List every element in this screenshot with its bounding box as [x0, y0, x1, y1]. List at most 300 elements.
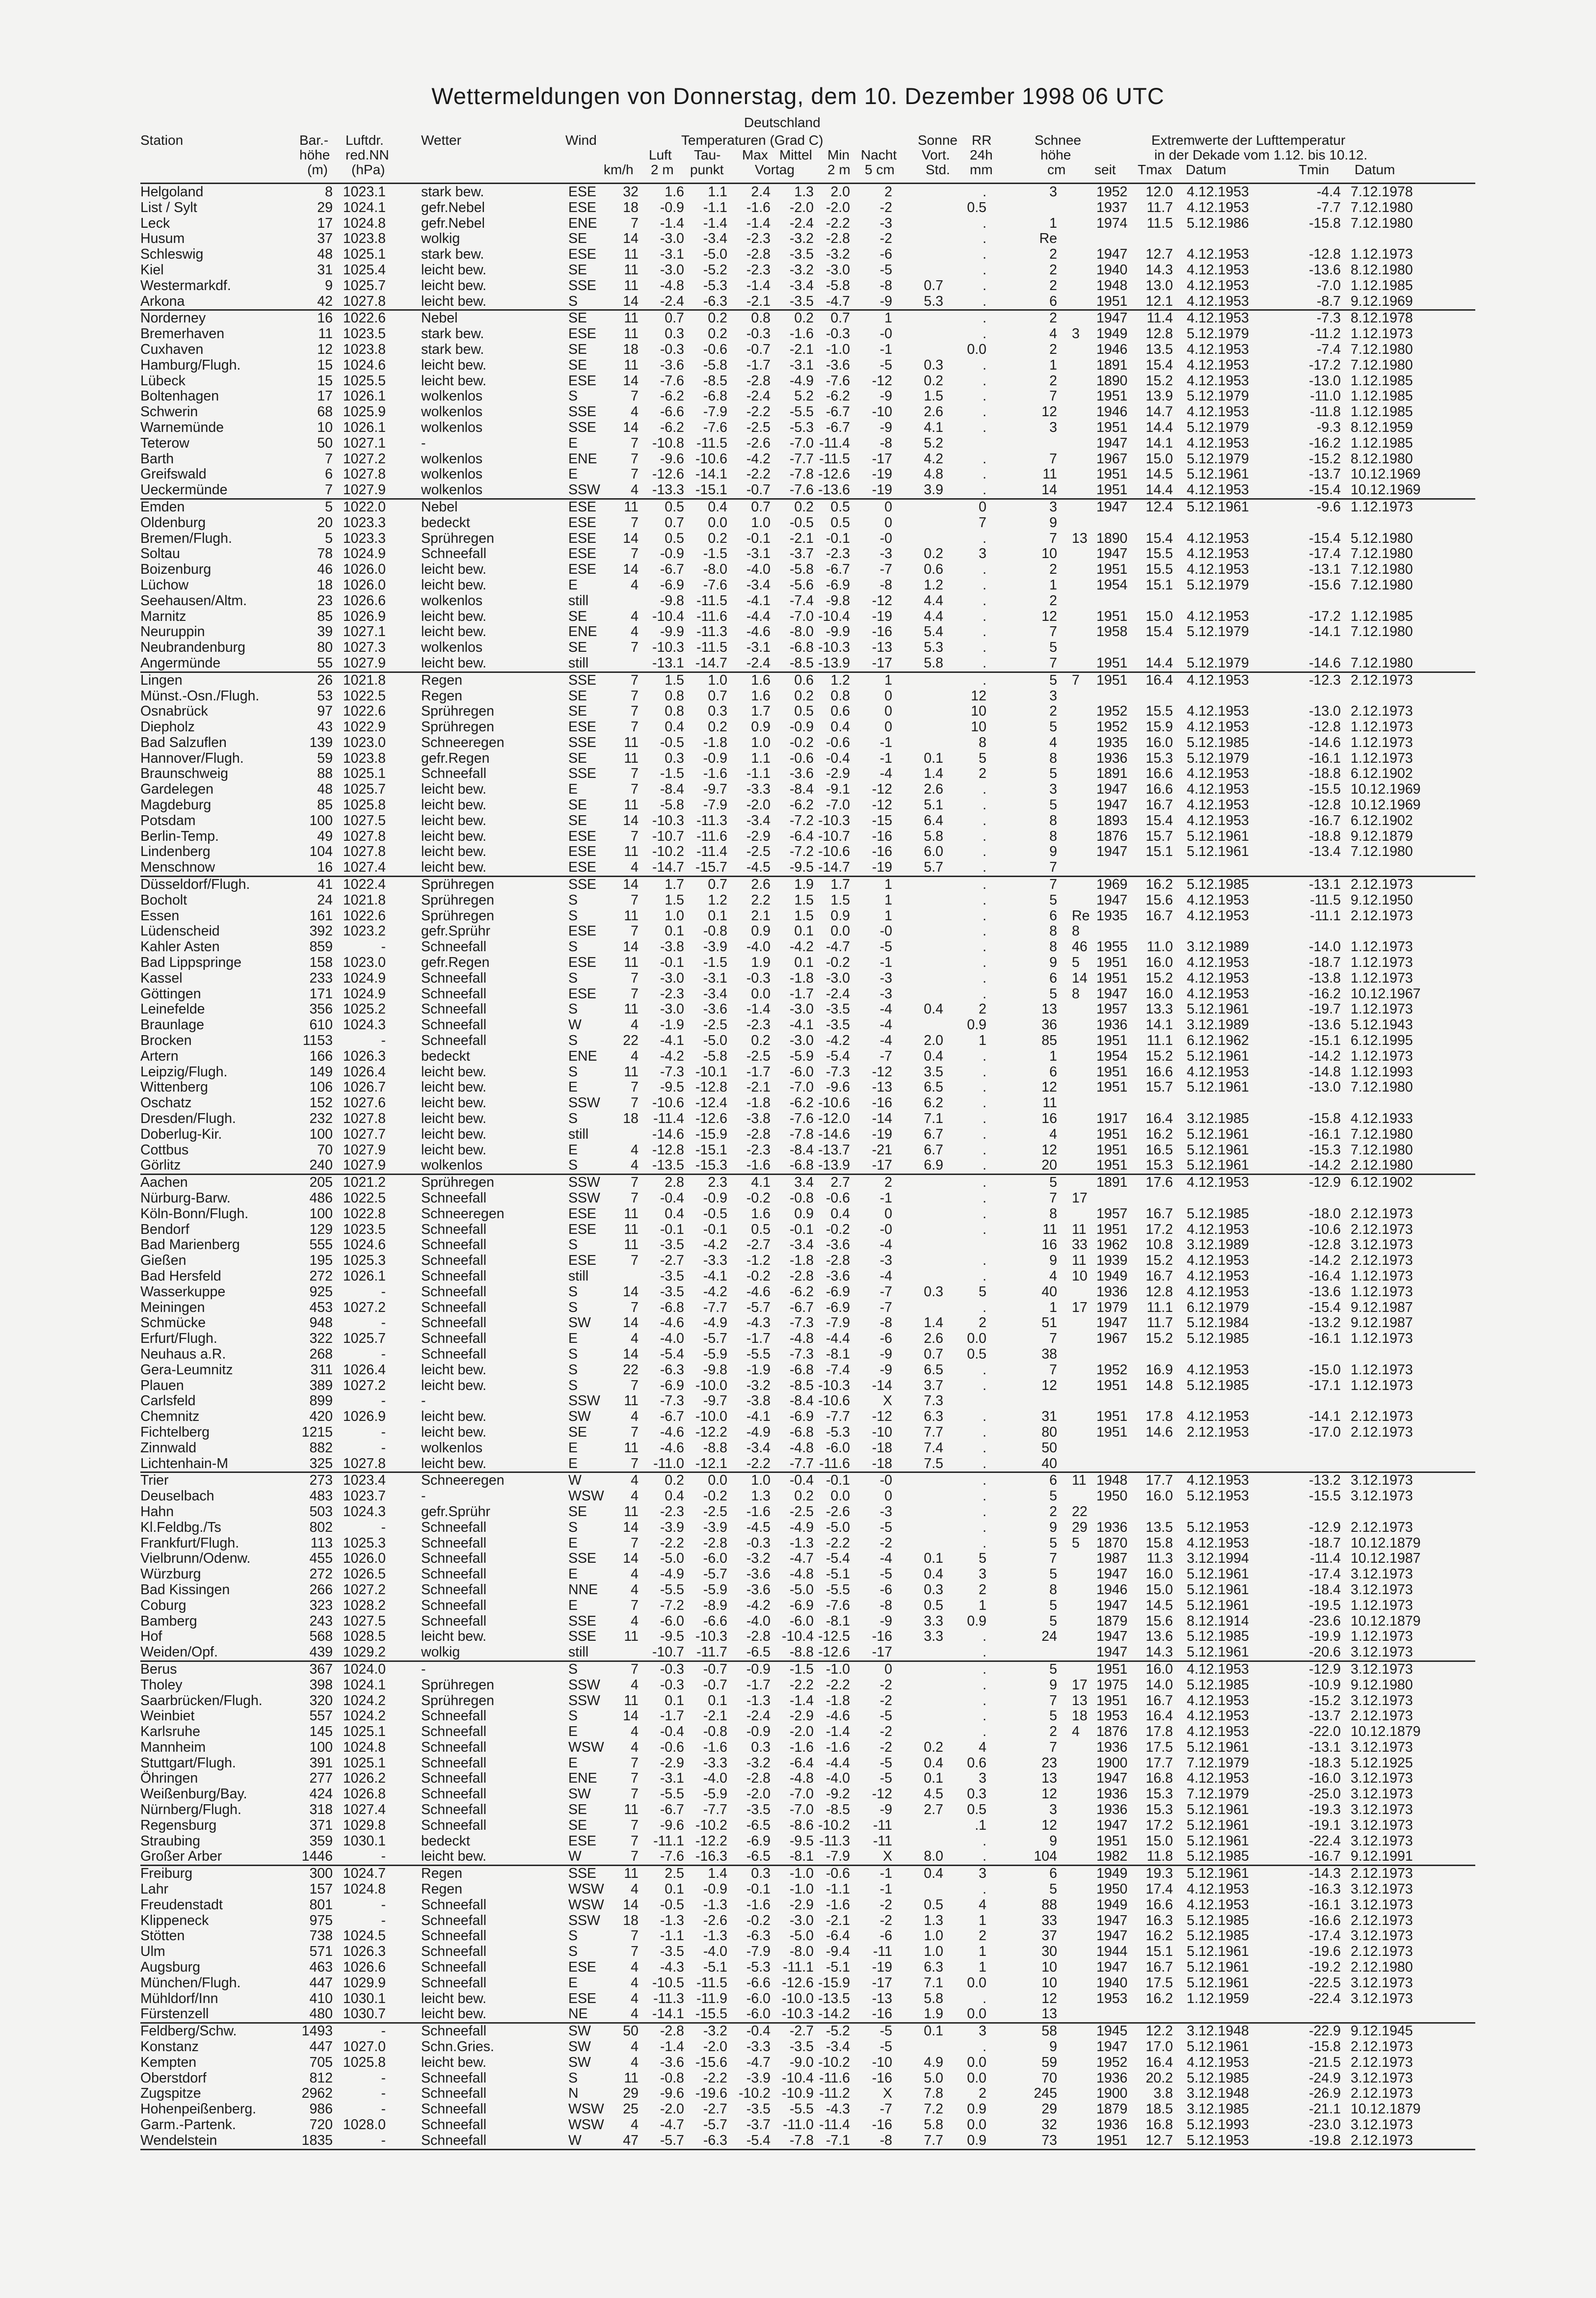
cell-weather: stark bew.	[421, 246, 484, 263]
cell-air-temp: 1.5	[665, 672, 684, 688]
cell-precipitation: .	[983, 1079, 986, 1096]
table-row	[140, 704, 1475, 720]
cell-max-temp: -4.0	[746, 561, 771, 578]
cell-tmin-date: 6.12.1995	[1351, 1033, 1413, 1049]
cell-pressure: 1025.1	[343, 766, 386, 782]
cell-pressure: 1024.5	[343, 1928, 386, 1944]
cell-pressure: 1026.4	[343, 1362, 386, 1378]
cell-barometer-height: 948	[309, 1315, 333, 1331]
cell-dew-point: -0.8	[703, 1724, 727, 1740]
table-row	[140, 1065, 1475, 1080]
cell-precipitation: .	[983, 1472, 986, 1489]
cell-barometer-height: 1215	[301, 1424, 333, 1440]
cell-precipitation: 0	[979, 499, 986, 515]
cell-tmin: -11.2	[1310, 326, 1341, 342]
cell-wind-direction: SE	[568, 703, 587, 720]
cell-night-temp: 0	[884, 1661, 892, 1677]
cell-tmin-date: 1.12.1973	[1351, 1362, 1413, 1378]
cell-snow-depth: 73	[1041, 2132, 1057, 2148]
cell-wind-direction: ENE	[568, 215, 597, 231]
cell-min-temp: -10.3	[818, 640, 850, 656]
cell-wind-direction: SSE	[568, 734, 597, 750]
cell-snow-depth: 36	[1041, 1017, 1057, 1033]
cell-mean-temp: 5.2	[794, 388, 814, 404]
cell-air-temp: -2.7	[660, 1253, 684, 1269]
cell-dew-point: -6.3	[703, 293, 727, 309]
cell-weather: Schneefall	[421, 1268, 487, 1284]
cell-min-temp: -9.1	[825, 781, 850, 798]
cell-tmin: -15.2	[1309, 451, 1341, 467]
header-datum-min: Datum	[1355, 162, 1395, 177]
cell-max-temp: -2.4	[746, 388, 771, 404]
cell-snow-depth: 16	[1041, 1111, 1057, 1127]
cell-pressure: -	[381, 1897, 386, 1913]
cell-tmax-date: 5.12.1961	[1187, 1001, 1249, 1017]
cell-precipitation: .	[983, 1221, 986, 1237]
table-row	[140, 1425, 1475, 1441]
cell-wind-direction: S	[568, 892, 578, 908]
cell-max-temp: -6.5	[746, 1817, 771, 1833]
cell-night-temp: -6	[879, 246, 892, 263]
cell-station: Würzburg	[140, 1566, 201, 1582]
cell-dew-point: -10.0	[695, 1377, 727, 1393]
cell-station: Nürnberg/Flugh.	[140, 1802, 241, 1818]
cell-since-year: 1917	[1096, 1111, 1128, 1127]
cell-air-temp: -2.8	[660, 2023, 684, 2039]
header-tmin: Tmin	[1299, 162, 1330, 177]
header-rr-1: RR	[972, 133, 992, 148]
cell-precipitation: .	[983, 2039, 986, 2055]
cell-night-temp: -9	[879, 1802, 892, 1818]
cell-wind-direction: S	[568, 1033, 578, 1049]
table-row	[140, 1520, 1475, 1536]
cell-wind-speed: 11	[624, 1692, 638, 1709]
cell-tmin-date: 1.12.1985	[1351, 277, 1413, 294]
cell-precipitation: .	[983, 482, 986, 498]
cell-mean-temp: 1.9	[794, 877, 814, 893]
cell-tmax: 15.2	[1145, 1048, 1173, 1064]
cell-tmin: -12.8	[1309, 719, 1341, 735]
cell-tmax: 16.2	[1145, 1928, 1173, 1944]
cell-tmin-date: 3.12.1973	[1351, 1739, 1413, 1755]
cell-tmax-date: 6.12.1962	[1187, 1033, 1249, 1049]
cell-dew-point: 0.0	[708, 1472, 727, 1489]
cell-tmax: 15.7	[1145, 1079, 1173, 1096]
cell-precipitation: .	[983, 1724, 986, 1740]
cell-min-temp: -2.3	[825, 546, 850, 562]
cell-sunshine: 1.2	[924, 577, 943, 593]
cell-station: Öhringen	[140, 1770, 198, 1787]
cell-wind-speed: 4	[631, 1613, 638, 1629]
cell-tmin-date: 9.12.1987	[1351, 1315, 1413, 1331]
cell-snow-extra: 11	[1072, 1221, 1087, 1237]
cell-weather: Sprühregen	[421, 703, 494, 720]
cell-tmin: -22.5	[1309, 1975, 1341, 1991]
cell-weather: Schneefall	[421, 1033, 487, 1049]
cell-min-temp: -11.4	[819, 2117, 850, 2133]
cell-weather: leicht bew.	[421, 1990, 487, 2006]
cell-pressure: 1023.4	[343, 1472, 386, 1489]
cell-min-temp: -0.6	[825, 1866, 850, 1882]
cell-precipitation: .	[983, 1990, 986, 2006]
cell-tmax: 16.4	[1145, 1111, 1173, 1127]
cell-air-temp: -14.6	[652, 1126, 684, 1142]
cell-night-temp: -2	[879, 1724, 892, 1740]
cell-pressure: 1025.7	[343, 781, 386, 798]
cell-since-year: 1951	[1096, 293, 1128, 309]
cell-pressure: 1027.9	[343, 1157, 386, 1174]
cell-tmin-date: 7.12.1980	[1351, 1142, 1413, 1158]
cell-max-temp: -3.2	[746, 1550, 771, 1567]
cell-tmin-date: 1.12.1973	[1351, 1597, 1413, 1613]
cell-tmin-date: 3.12.1973	[1351, 1581, 1413, 1598]
table-row	[140, 1191, 1475, 1206]
cell-max-temp: -1.7	[746, 357, 771, 373]
cell-precipitation: 2	[979, 1315, 986, 1331]
cell-tmin-date: 5.12.1980	[1351, 530, 1413, 546]
cell-wind-speed: 11	[624, 1064, 638, 1080]
cell-night-temp: -17	[872, 1644, 892, 1660]
cell-weather: bedeckt	[421, 514, 470, 531]
cell-min-temp: -15.9	[818, 1975, 850, 1991]
station-group	[140, 1473, 1475, 1662]
cell-precipitation: .	[983, 1205, 986, 1222]
cell-dew-point: -5.2	[703, 262, 727, 278]
cell-tmax: 3.8	[1153, 2085, 1173, 2102]
cell-station: Lüchow	[140, 577, 189, 593]
cell-tmin: -26.9	[1309, 2085, 1341, 2102]
cell-sunshine: 6.4	[924, 812, 943, 828]
cell-dew-point: -15.1	[695, 1142, 727, 1158]
cell-night-temp: X	[882, 2085, 892, 2102]
cell-snow-depth: 9	[1049, 1833, 1057, 1849]
cell-max-temp: -3.6	[746, 1566, 771, 1582]
cell-wind-speed: 11	[624, 277, 638, 294]
cell-dew-point: -2.0	[703, 2039, 727, 2055]
cell-station: Freudenstadt	[140, 1897, 223, 1913]
cell-wind-speed: 7	[631, 1535, 638, 1551]
cell-wind-speed: 7	[631, 1817, 638, 1833]
cell-tmin-date: 3.12.1973	[1351, 1644, 1413, 1660]
cell-tmax: 15.4	[1145, 357, 1173, 373]
cell-wind-direction: S	[568, 1283, 578, 1300]
cell-station: Trier	[140, 1472, 169, 1489]
cell-wind-speed: 7	[631, 1299, 638, 1315]
cell-tmin: -14.1	[1309, 1409, 1341, 1425]
cell-tmin-date: 10.12.1969	[1351, 781, 1421, 798]
cell-since-year: 1951	[1096, 482, 1128, 498]
cell-dew-point: -11.6	[696, 828, 727, 844]
cell-dew-point: 0.1	[708, 908, 727, 924]
cell-pressure: 1023.8	[343, 750, 386, 766]
cell-barometer-height: 439	[309, 1644, 333, 1660]
cell-tmin-date: 2.12.1973	[1351, 908, 1413, 924]
cell-pressure: 1025.4	[343, 262, 386, 278]
cell-max-temp: -4.6	[746, 624, 771, 640]
cell-wind-speed: 7	[631, 986, 638, 1002]
cell-tmax: 16.2	[1145, 1126, 1173, 1142]
cell-tmin-date: 1.12.1973	[1351, 1268, 1413, 1284]
cell-night-temp: -19	[872, 1126, 892, 1142]
cell-dew-point: -3.2	[703, 2023, 727, 2039]
cell-tmin: -18.0	[1309, 1205, 1341, 1222]
cell-snow-depth: 37	[1041, 1928, 1057, 1944]
cell-tmin: -21.1	[1309, 2101, 1341, 2117]
cell-tmin: -13.7	[1309, 1708, 1341, 1724]
cell-wind-speed: 4	[631, 577, 638, 593]
cell-max-temp: -2.4	[746, 1708, 771, 1724]
cell-wind-direction: SW	[568, 2023, 591, 2039]
cell-tmax-date: 5.12.1961	[1187, 828, 1249, 844]
cell-night-temp: -13	[872, 1079, 892, 1096]
cell-tmax: 14.5	[1145, 1597, 1173, 1613]
cell-precipitation: 3	[979, 1770, 986, 1787]
cell-wind-speed: 14	[623, 1283, 638, 1300]
cell-sunshine: 0.5	[924, 1897, 943, 1913]
cell-tmax-date: 4.12.1953	[1187, 435, 1249, 451]
cell-snow-depth: 245	[1034, 2085, 1057, 2102]
cell-air-temp: -9.6	[660, 2085, 684, 2102]
cell-max-temp: -3.4	[746, 577, 771, 593]
cell-tmin: -12.9	[1309, 1661, 1341, 1677]
cell-mean-temp: -3.1	[789, 357, 814, 373]
cell-station: Doberlug-Kir.	[140, 1126, 222, 1142]
cell-tmax: 17.0	[1145, 2039, 1173, 2055]
cell-mean-temp: 1.5	[794, 892, 814, 908]
cell-station: Großer Arber	[140, 1848, 222, 1865]
cell-wind-direction: ESE	[568, 828, 597, 844]
station-group	[140, 500, 1475, 673]
cell-wind-direction: ESE	[568, 246, 597, 263]
table-row	[140, 1473, 1475, 1489]
cell-since-year: 1950	[1096, 1488, 1128, 1504]
weather-table	[140, 185, 1475, 2150]
cell-tmax: 15.1	[1145, 844, 1173, 860]
cell-tmin-date: 9.12.1950	[1351, 892, 1413, 908]
cell-tmax: 12.1	[1145, 293, 1173, 309]
cell-dew-point: -3.3	[703, 1755, 727, 1771]
cell-tmax: 15.2	[1145, 970, 1173, 986]
cell-barometer-height: 391	[309, 1755, 333, 1771]
cell-tmax-date: 4.12.1953	[1187, 373, 1249, 389]
cell-pressure: 1027.7	[343, 1126, 386, 1142]
cell-tmax: 16.7	[1145, 1692, 1173, 1709]
cell-dew-point: -12.2	[695, 1424, 727, 1440]
cell-weather: leicht bew.	[421, 1079, 487, 1096]
cell-weather: leicht bew.	[421, 1848, 487, 1865]
station-group	[140, 311, 1475, 500]
cell-pressure: 1022.0	[343, 499, 386, 515]
cell-dew-point: -6.3	[703, 2132, 727, 2148]
cell-tmin-date: 1.12.1973	[1351, 1001, 1413, 1017]
cell-mean-temp: -1.3	[789, 1535, 814, 1551]
cell-dew-point: -1.4	[703, 215, 727, 231]
cell-tmax: 16.5	[1145, 1142, 1173, 1158]
cell-air-temp: 0.4	[665, 1205, 684, 1222]
cell-mean-temp: -1.0	[789, 1866, 814, 1882]
cell-snow-depth: 9	[1049, 844, 1057, 860]
table-row	[140, 1960, 1475, 1976]
cell-pressure: 1027.1	[343, 624, 386, 640]
cell-night-temp: -14	[872, 1377, 892, 1393]
cell-tmin: -15.5	[1309, 1488, 1341, 1504]
table-row	[140, 1849, 1475, 1865]
cell-mean-temp: -7.4	[789, 592, 814, 609]
cell-snow-depth: 33	[1041, 1912, 1057, 1928]
cell-wind-speed: 47	[623, 2132, 638, 2148]
cell-air-temp: -3.6	[660, 357, 684, 373]
cell-min-temp: 0.4	[830, 719, 850, 735]
cell-barometer-height: 55	[317, 655, 333, 671]
cell-night-temp: -3	[879, 546, 892, 562]
cell-station: Diepholz	[140, 719, 195, 735]
cell-tmax-date: 3.12.1994	[1187, 1550, 1249, 1567]
cell-tmax: 15.8	[1145, 1535, 1173, 1551]
cell-night-temp: -17	[872, 655, 892, 671]
cell-wind-speed: 11	[624, 499, 638, 515]
cell-dew-point: -0.7	[703, 1661, 727, 1677]
cell-night-temp: -12	[872, 781, 892, 798]
cell-pressure: 1029.2	[343, 1644, 386, 1660]
cell-weather: Schneefall	[421, 1346, 487, 1362]
cell-min-temp: -13.6	[818, 482, 850, 498]
cell-tmax-date: 5.12.1985	[1187, 1377, 1249, 1393]
cell-pressure: 1026.0	[343, 561, 386, 578]
cell-mean-temp: -5.6	[789, 577, 814, 593]
cell-wind-speed: 14	[623, 1519, 638, 1535]
cell-wind-direction: E	[568, 577, 578, 593]
cell-tmin-date: 10.12.1879	[1351, 1613, 1421, 1629]
table-row	[140, 860, 1475, 876]
cell-precipitation: 5	[979, 1283, 986, 1300]
cell-precipitation: 8	[979, 734, 986, 750]
cell-tmax: 15.5	[1145, 561, 1173, 578]
cell-barometer-height: 158	[309, 955, 333, 971]
cell-weather: leicht bew.	[421, 1111, 487, 1127]
cell-air-temp: -14.7	[652, 859, 684, 876]
header-seit: seit	[1094, 162, 1116, 177]
cell-max-temp: 2.6	[751, 877, 771, 893]
cell-dew-point: 0.2	[708, 530, 727, 546]
cell-weather: Schneefall	[421, 1283, 487, 1300]
cell-weather: wolkig	[421, 231, 460, 247]
cell-barometer-height: 195	[309, 1253, 333, 1269]
cell-max-temp: -2.3	[746, 231, 771, 247]
cell-air-temp: -6.2	[660, 388, 684, 404]
cell-precipitation: .	[983, 215, 986, 231]
cell-weather: wolkenlos	[421, 419, 483, 435]
cell-dew-point: 0.1	[708, 1692, 727, 1709]
cell-air-temp: 0.3	[665, 326, 684, 342]
header-min: Min	[827, 147, 850, 162]
cell-max-temp: 1.0	[751, 734, 771, 750]
cell-tmax-date: 5.12.1961	[1187, 1142, 1249, 1158]
cell-tmin-date: 3.12.1973	[1351, 1833, 1413, 1849]
header-rr-2: 24h	[970, 147, 993, 162]
cell-max-temp: 0.0	[751, 986, 771, 1002]
cell-min-temp: -2.2	[825, 1535, 850, 1551]
cell-wind-speed: 14	[623, 1346, 638, 1362]
cell-wind-speed: 7	[631, 892, 638, 908]
table-row	[140, 1206, 1475, 1222]
cell-weather: Schneefall	[421, 2117, 487, 2133]
cell-min-temp: -5.4	[825, 1550, 850, 1567]
cell-tmax-date: 4.12.1953	[1187, 955, 1249, 971]
cell-tmin: -14.6	[1309, 734, 1341, 750]
cell-wind-direction: S	[568, 1346, 578, 1362]
cell-weather: Schneefall	[421, 2023, 487, 2039]
cell-pressure: 1025.8	[343, 797, 386, 813]
cell-wind-direction: ESE	[568, 1253, 597, 1269]
cell-station: Tholey	[140, 1677, 183, 1693]
cell-wind-speed: 4	[631, 1959, 638, 1976]
cell-since-year: 1951	[1096, 955, 1128, 971]
cell-tmax: 15.3	[1145, 750, 1173, 766]
cell-tmin: -11.8	[1310, 404, 1341, 420]
cell-wind-direction: SSW	[568, 482, 600, 498]
cell-precipitation: .	[983, 1126, 986, 1142]
cell-max-temp: 0.7	[751, 499, 771, 515]
cell-min-temp: 0.0	[830, 1488, 850, 1504]
cell-sunshine: 8.0	[924, 1848, 943, 1865]
cell-pressure: 1027.1	[343, 435, 386, 451]
table-row	[140, 751, 1475, 767]
cell-barometer-height: 899	[309, 1393, 333, 1409]
cell-max-temp: 1.0	[751, 1472, 771, 1489]
cell-snow-depth: 5	[1049, 1613, 1057, 1629]
cell-tmin: -9.6	[1316, 499, 1341, 515]
cell-air-temp: -0.3	[660, 1677, 684, 1693]
cell-pressure: 1027.8	[343, 466, 386, 482]
cell-wind-direction: E	[568, 1331, 578, 1347]
cell-precipitation: .	[983, 1708, 986, 1724]
cell-wind-direction: S	[568, 2070, 578, 2086]
cell-min-temp: -10.2	[818, 2054, 850, 2070]
cell-weather: leicht bew.	[421, 624, 487, 640]
cell-air-temp: -2.0	[660, 2101, 684, 2117]
cell-mean-temp: -4.1	[789, 1017, 814, 1033]
cell-barometer-height: 322	[309, 1331, 333, 1347]
cell-air-temp: -11.4	[653, 1111, 684, 1127]
cell-snow-depth: 5	[1049, 640, 1057, 656]
cell-pressure: 1022.5	[343, 688, 386, 704]
cell-dew-point: -4.0	[703, 1770, 727, 1787]
cell-air-temp: -6.9	[660, 577, 684, 593]
cell-air-temp: -3.5	[660, 1268, 684, 1284]
cell-snow-depth: 3	[1049, 499, 1057, 515]
cell-tmax-date: 5.12.1979	[1187, 388, 1249, 404]
table-row	[140, 1567, 1475, 1582]
cell-tmin-date: 7.12.1980	[1351, 1079, 1413, 1096]
cell-wind-speed: 4	[631, 624, 638, 640]
cell-barometer-height: 424	[309, 1786, 333, 1802]
cell-max-temp: -2.8	[746, 1629, 771, 1645]
cell-mean-temp: 1.5	[794, 908, 814, 924]
cell-weather: Schneeregen	[421, 1205, 505, 1222]
cell-tmin: -14.8	[1309, 1064, 1341, 1080]
cell-tmin: -13.7	[1309, 466, 1341, 482]
cell-wind-direction: SW	[568, 1315, 591, 1331]
cell-station: Husum	[140, 231, 185, 247]
cell-sunshine: 0.3	[924, 357, 943, 373]
table-row	[140, 311, 1475, 326]
cell-station: Bremerhaven	[140, 326, 225, 342]
cell-weather: Schneefall	[421, 1724, 487, 1740]
cell-dew-point: -3.9	[703, 939, 727, 955]
cell-dew-point: 0.7	[708, 688, 727, 704]
cell-mean-temp: -2.9	[789, 1708, 814, 1724]
cell-tmin: -16.6	[1309, 1912, 1341, 1928]
